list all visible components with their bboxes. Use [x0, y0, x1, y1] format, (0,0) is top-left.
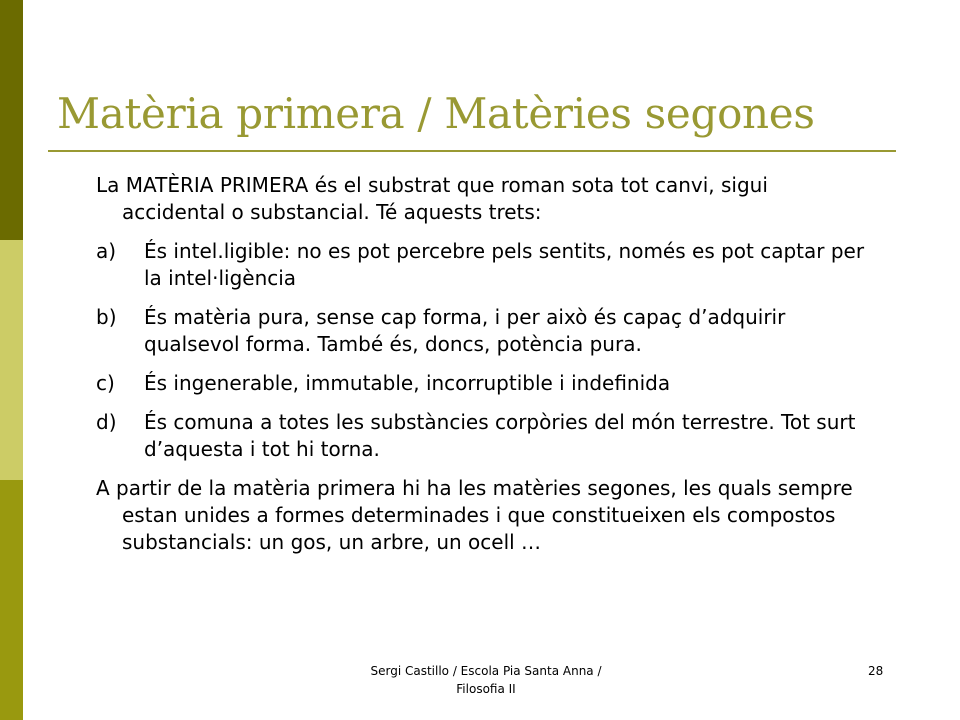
- sidebar-band-middle: [0, 240, 23, 480]
- slide-number: 28: [868, 664, 884, 678]
- slide-body: [96, 172, 866, 568]
- footer-line-2: Filosofia II: [456, 682, 516, 696]
- list-item-text: És comuna a totes les substàncies corpòries del món terrestre. Tot surt d’aquesta i tot hi torna.: [144, 410, 856, 461]
- list-marker: a): [96, 239, 117, 263]
- list-item: [96, 238, 866, 292]
- list-marker: d): [96, 410, 117, 434]
- list-item: [96, 370, 866, 397]
- title-underline: [48, 150, 896, 152]
- sidebar-band-bottom: [0, 480, 23, 720]
- list-item-text: És intel.ligible: no es pot percebre pels sentits, només es pot captar per la intel·ligència: [144, 239, 865, 290]
- footer-credit: [316, 662, 656, 698]
- sidebar-band-top: [0, 0, 23, 240]
- list-item: [96, 409, 866, 463]
- intro-paragraph: La MATÈRIA PRIMERA és el substrat que roman sota tot canvi, sigui accidental o substancial. Té aquests trets:: [96, 173, 768, 224]
- list-marker: c): [96, 371, 115, 395]
- closing-paragraph: A partir de la matèria primera hi ha les matèries segones, les quals sempre estan unides a formes determinades i que constitueixen els compostos substancials: un gos, un arbre, un ocell …: [96, 476, 853, 554]
- list-item-text: És matèria pura, sense cap forma, i per això és capaç d’adquirir qualsevol forma. També és, doncs, potència pura.: [144, 305, 786, 356]
- footer-line-1: Sergi Castillo / Escola Pia Santa Anna /: [370, 664, 602, 678]
- slide-title: Matèria primera / Matèries segones: [57, 89, 815, 138]
- list-item: [96, 304, 866, 358]
- list-marker: b): [96, 305, 117, 329]
- list-item-text: És ingenerable, immutable, incorruptible i indefinida: [144, 371, 671, 395]
